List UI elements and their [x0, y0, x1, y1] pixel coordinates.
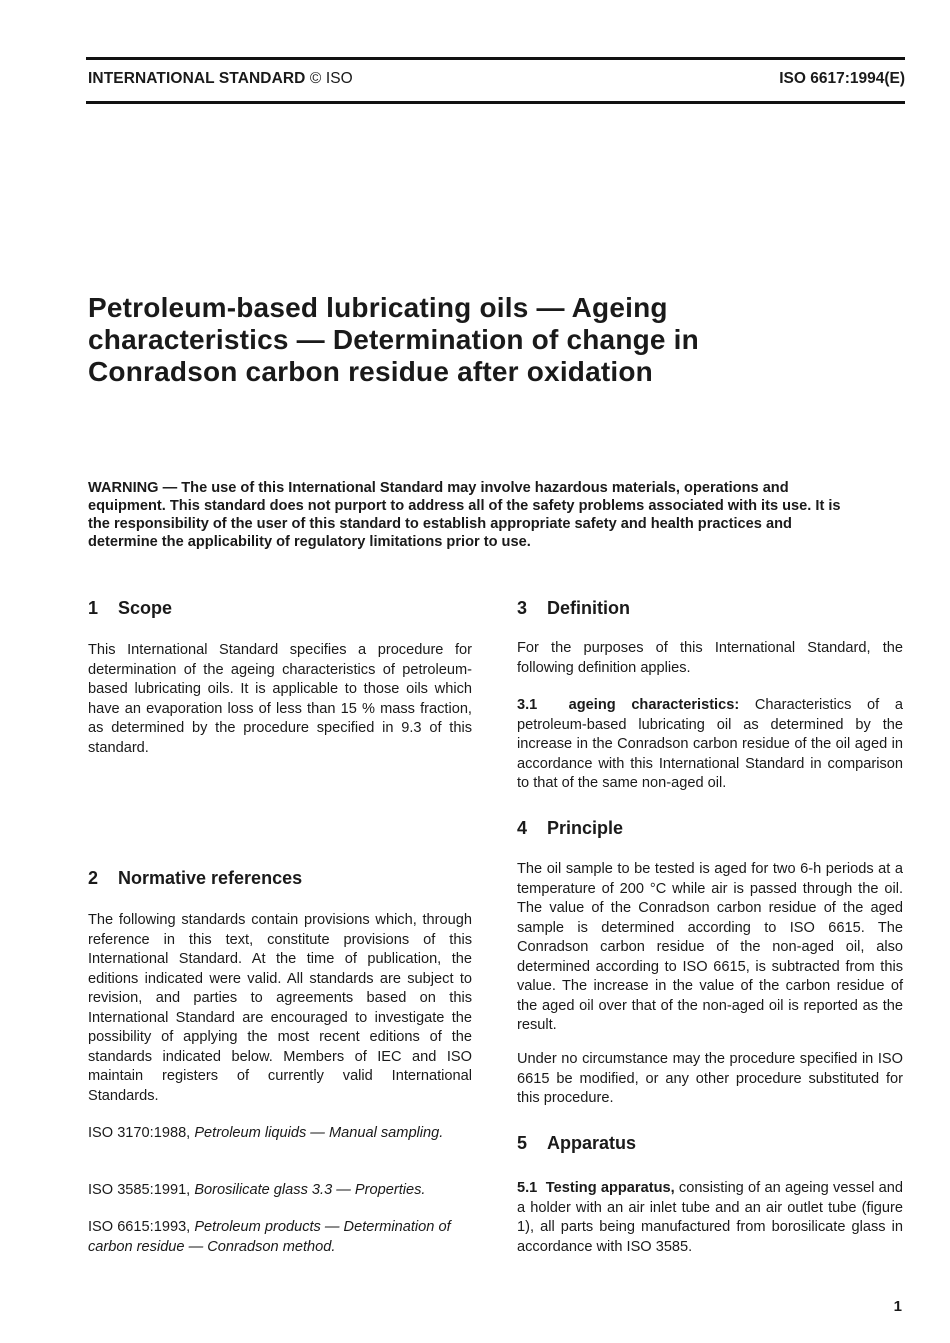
section-number: 3	[517, 598, 528, 618]
header-rule-bottom	[86, 101, 905, 104]
section-2-heading	[88, 868, 302, 889]
section-title: Principle	[547, 818, 624, 838]
document-title	[88, 292, 788, 388]
section-5-heading	[517, 1133, 636, 1154]
section-title: Apparatus	[547, 1133, 637, 1153]
title-line: characteristics — Determination of change in	[88, 324, 699, 355]
header-document-id: ISO 6617:1994(E)	[779, 70, 905, 87]
header-copyright: © ISO	[309, 70, 353, 87]
clause-number: 5.1	[517, 1180, 538, 1196]
title-line: Petroleum-based lubricating oils — Ageing	[88, 292, 668, 323]
section-title: Normative references	[118, 868, 303, 888]
reference-code: ISO 6615:1993,	[88, 1219, 191, 1235]
reference-title: Petroleum products — Determination of carbon residue — Conradson method.	[88, 1219, 451, 1255]
defined-term: ageing characteristics:	[568, 697, 740, 713]
section-number: 2	[88, 868, 99, 888]
header-standard-label	[88, 70, 353, 88]
definition-3-1	[517, 696, 903, 794]
reference-title: Petroleum liquids — Manual sampling.	[194, 1125, 444, 1141]
title-line: Conradson carbon residue after oxidation	[88, 356, 653, 387]
header-rule-top	[86, 57, 905, 60]
section-4-heading	[517, 818, 623, 839]
reference-iso-6615	[88, 1218, 472, 1257]
section-number: 4	[517, 818, 528, 838]
section-number: 1	[88, 598, 99, 618]
section-number: 5	[517, 1133, 528, 1153]
definition-text: Characteristics of a petroleum-based lubricating oil as determined by the increase in the Conradson carbon residue of the oil aged in accordance with this International Standard in comparison to that of the same non-aged oil.	[517, 697, 904, 791]
principle-paragraph-1: The oil sample to be tested is aged for two 6-h periods at a temperature of 200 °C while air is passed through the oil. The value of the Conradson carbon residue of the aged sample is determined according to ISO 6615. The Conradson carbon residue of the non-aged oil, also determined according to ISO 6615, is subtracted from this value. The increase in the value of the carbon residue of the aged oil over that of the non-aged oil is reported as the result.	[517, 861, 903, 1033]
reference-code: ISO 3170:1988,	[88, 1125, 191, 1141]
section-title: Definition	[547, 598, 630, 618]
page-number: 1	[893, 1298, 902, 1315]
clause-number: 3.1	[517, 697, 538, 713]
reference-iso-3585	[88, 1181, 472, 1201]
warning-notice: WARNING — The use of this International Standard may involve hazardous materials, operations and equipment. This standard does not purport to address all of the safety problems associated with its use. It is the responsibility of the user of this standard to establish appropriate safety and health practices and determine the applicability of regulatory limitations prior to use.	[88, 480, 841, 550]
header-label: INTERNATIONAL STANDARD	[88, 70, 306, 87]
scope-paragraph: This International Standard specifies a procedure for determination of the ageing characteristics of petroleum-based lubricating oils. It is applicable to those oils which have an evaporation loss of less than 15 % mass fraction, as determined by the procedure specified in 9.3 of this standard.	[88, 642, 472, 756]
section-1-heading	[88, 598, 172, 619]
definition-intro-paragraph: For the purposes of this International Standard, the following definition applies.	[517, 640, 903, 676]
reference-iso-3170	[88, 1124, 472, 1144]
reference-title: Borosilicate glass 3.3 — Properties.	[194, 1182, 426, 1198]
reference-code: ISO 3585:1991,	[88, 1182, 191, 1198]
section-3-heading	[517, 598, 630, 619]
normative-references-paragraph: The following standards contain provisions which, through reference in this text, constitute provisions of this International Standard. At the time of publication, the editions indicated were valid. All standards are subject to revision, and parties to agreements based on this International Standard are encouraged to investigate the possibility of applying the most recent editions of the standards indicated below. Members of IEC and ISO maintain registers of currently valid International Standards.	[88, 912, 472, 1104]
principle-paragraph-2: Under no circumstance may the procedure specified in ISO 6615 be modified, or any other procedure substituted for this procedure.	[517, 1051, 903, 1106]
clause-text: consisting of an ageing vessel and a holder with an air inlet tube and an air outlet tube (figure 1), all parts being manufactured from borosilicate glass in accordance with ISO 3585.	[517, 1180, 903, 1255]
section-title: Scope	[118, 598, 173, 618]
apparatus-5-1	[517, 1179, 903, 1257]
clause-term: Testing apparatus,	[545, 1180, 675, 1196]
